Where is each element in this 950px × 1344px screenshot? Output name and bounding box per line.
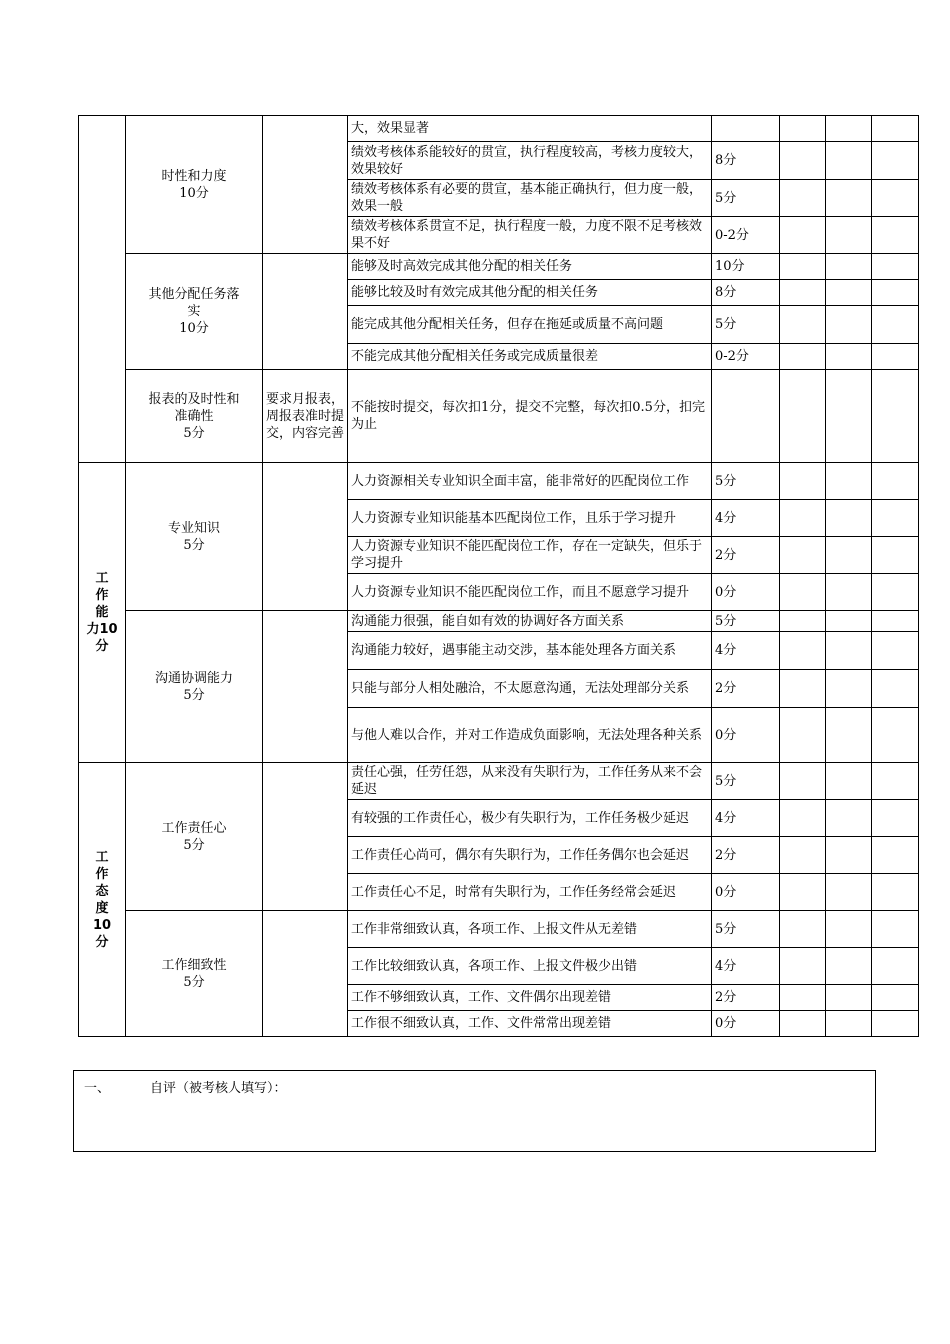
item-points: 10分 [179,321,209,336]
requirement-cell [263,763,348,911]
category-char: 能 [95,605,109,620]
score-cell[interactable] [826,837,872,874]
item-responsibility-cell [126,763,263,911]
score-cell[interactable] [826,344,872,370]
score-cell[interactable] [872,306,919,344]
score-cell[interactable] [872,911,919,948]
criterion-score: 4分 [712,948,780,985]
category-char: 态 [95,883,109,899]
score-cell[interactable] [826,463,872,500]
item-points: 5分 [183,425,205,441]
score-cell[interactable] [872,763,919,800]
score-cell[interactable] [826,611,872,632]
criterion-score [712,116,780,142]
criterion-desc: 只能与部分人相处融洽，不太愿意沟通，无法处理部分关系 [348,670,712,708]
score-cell[interactable] [780,344,826,370]
score-cell[interactable] [872,280,919,306]
item-points: 5分 [183,537,205,553]
score-cell[interactable] [780,874,826,911]
table-row [79,911,919,948]
requirement-cell [263,611,348,763]
criterion-score: 10分 [712,254,780,280]
item-points: 10分 [179,185,209,201]
criterion-desc: 能够及时高效完成其他分配的相关任务 [348,254,712,280]
criterion-score: 0分 [712,1011,780,1037]
score-cell[interactable] [826,763,872,800]
criterion-desc: 沟通能力很强，能自如有效的协调好各方面关系 [348,611,712,632]
item-name: 其他分配任务落 [148,287,240,302]
criterion-desc: 沟通能力较好，遇事能主动交涉，基本能处理各方面关系 [348,632,712,670]
score-cell[interactable] [780,1011,826,1037]
score-cell[interactable] [826,116,872,142]
criterion-score [712,370,780,463]
score-cell[interactable] [780,985,826,1011]
criterion-score: 0分 [712,708,780,763]
score-cell[interactable] [826,254,872,280]
category-char: 作 [95,588,109,603]
criterion-score: 0分 [712,574,780,611]
table-row [79,763,919,800]
item-detail-cell [126,911,263,1037]
criterion-desc: 有较强的工作责任心，极少有失职行为，工作任务极少延迟 [348,800,712,837]
criterion-desc: 工作比较细致认真，各项工作、上报文件极少出错 [348,948,712,985]
table-row [79,463,919,500]
score-cell[interactable] [780,217,826,254]
score-cell[interactable] [826,142,872,180]
criterion-desc: 人力资源专业知识不能匹配岗位工作，而且不愿意学习提升 [348,574,712,611]
score-cell[interactable] [780,280,826,306]
score-cell[interactable] [872,180,919,217]
score-cell[interactable] [872,217,919,254]
criterion-score: 5分 [712,463,780,500]
evaluation-table [78,115,919,1037]
criterion-desc: 绩效考核体系有必要的贯宣，基本能正确执行，但力度一般，效果一般 [348,180,712,217]
score-cell[interactable] [826,948,872,985]
category-char: 10 [92,917,112,933]
score-cell[interactable] [826,574,872,611]
score-cell[interactable] [780,632,826,670]
score-cell[interactable] [780,370,826,463]
score-cell[interactable] [872,254,919,280]
criterion-score: 8分 [712,280,780,306]
criterion-score: 4分 [712,500,780,537]
score-cell[interactable] [780,463,826,500]
score-cell[interactable] [826,874,872,911]
criterion-score: 0-2分 [712,344,780,370]
score-cell[interactable] [780,574,826,611]
item-name: 工作责任心 [161,820,227,836]
score-cell[interactable] [780,800,826,837]
criterion-score: 2分 [712,537,780,574]
item-report-cell [126,370,263,463]
item-name: 工作细致性 [161,957,227,973]
category-char: 工 [95,849,109,865]
score-cell[interactable] [872,537,919,574]
score-cell[interactable] [826,370,872,463]
score-cell[interactable] [826,985,872,1011]
score-cell[interactable] [780,537,826,574]
criterion-score: 5分 [712,763,780,800]
category-char: 分 [95,934,109,950]
score-cell[interactable] [826,180,872,217]
criterion-score: 4分 [712,632,780,670]
criterion-score: 5分 [712,180,780,217]
category-cell-continued [79,116,126,463]
score-cell[interactable] [826,280,872,306]
table-row [79,254,919,280]
score-cell[interactable] [872,800,919,837]
item-other-tasks-cell [126,254,263,370]
criterion-desc: 不能完成其他分配相关任务或完成质量很差 [348,344,712,370]
item-name: 专业知识 [167,520,220,536]
score-cell[interactable] [780,948,826,985]
criterion-desc: 工作责任心尚可，偶尔有失职行为，工作任务偶尔也会延迟 [348,837,712,874]
item-timeliness-cell [126,116,263,254]
criterion-desc: 人力资源专业知识能基本匹配岗位工作，且乐于学习提升 [348,500,712,537]
table-row [79,370,919,463]
score-cell[interactable] [872,500,919,537]
criterion-score: 2分 [712,837,780,874]
criterion-desc: 人力资源相关专业知识全面丰富，能非常好的匹配岗位工作 [348,463,712,500]
report-requirement: 要求月报表，周报表准时提交，内容完善 [263,370,348,463]
category-work-ability [79,463,126,763]
requirement-cell [263,116,348,254]
self-evaluation-box[interactable] [73,1070,876,1152]
score-cell[interactable] [872,708,919,763]
criterion-desc: 责任心强，任劳任怨，从来没有失职行为，工作任务从来不会延迟 [348,763,712,800]
item-communication-cell [126,611,263,763]
category-work-attitude [79,763,126,1037]
score-cell[interactable] [872,116,919,142]
score-cell[interactable] [872,574,919,611]
score-cell[interactable] [872,611,919,632]
table-row [79,116,919,142]
score-cell[interactable] [780,911,826,948]
criterion-desc: 人力资源专业知识不能匹配岗位工作，存在一定缺失，但乐于学习提升 [348,537,712,574]
item-points: 5分 [183,687,205,703]
requirement-cell [263,911,348,1037]
score-cell[interactable] [872,874,919,911]
score-cell[interactable] [872,948,919,985]
criterion-desc: 大，效果显著 [348,116,712,142]
score-cell[interactable] [872,632,919,670]
criterion-score: 4分 [712,800,780,837]
criterion-score: 0-2分 [712,217,780,254]
score-cell[interactable] [780,180,826,217]
score-cell[interactable] [780,254,826,280]
criterion-score: 0分 [712,874,780,911]
category-char: 力10 [86,622,118,637]
table-row [79,611,919,632]
item-points: 5分 [183,974,205,990]
criterion-desc: 工作很不细致认真，工作、文件常常出现差错 [348,1011,712,1037]
criterion-desc: 工作非常细致认真，各项工作、上报文件从无差错 [348,911,712,948]
criterion-desc: 工作不够细致认真，工作、文件偶尔出现差错 [348,985,712,1011]
score-cell[interactable] [826,217,872,254]
criterion-score: 5分 [712,911,780,948]
requirement-cell [263,463,348,611]
score-cell[interactable] [826,306,872,344]
criterion-score: 2分 [712,985,780,1011]
score-cell[interactable] [872,985,919,1011]
item-name: 时性和力度 [161,168,227,184]
criterion-score: 8分 [712,142,780,180]
score-cell[interactable] [780,837,826,874]
criterion-desc: 能够比较及时有效完成其他分配的相关任务 [348,280,712,306]
self-evaluation-number: 一、 [84,1081,111,1096]
category-char: 工 [95,571,109,586]
category-char: 度 [95,900,109,916]
score-cell[interactable] [872,1011,919,1037]
score-cell[interactable] [826,911,872,948]
score-cell[interactable] [826,708,872,763]
score-cell[interactable] [780,670,826,708]
item-name-cont: 准确性 [174,408,214,424]
score-cell[interactable] [780,142,826,180]
score-cell[interactable] [780,708,826,763]
criterion-desc: 绩效考核体系能较好的贯宣，执行程度较高，考核力度较大，效果较好 [348,142,712,180]
score-cell[interactable] [872,370,919,463]
score-cell[interactable] [826,800,872,837]
criterion-score: 5分 [712,306,780,344]
criterion-score: 2分 [712,670,780,708]
item-name: 沟通协调能力 [154,670,233,686]
item-name: 报表的及时性和 [148,391,240,407]
criterion-desc: 能完成其他分配相关任务，但存在拖延或质量不高问题 [348,306,712,344]
criterion-desc: 与他人难以合作，并对工作造成负面影响，无法处理各种关系 [348,708,712,763]
score-cell[interactable] [872,463,919,500]
category-char: 分 [95,639,109,654]
category-char: 作 [95,866,109,882]
requirement-cell [263,254,348,370]
criterion-score: 5分 [712,611,780,632]
criterion-desc: 绩效考核体系贯宣不足，执行程度一般，力度不限不足考核效果不好 [348,217,712,254]
score-cell[interactable] [826,500,872,537]
score-cell[interactable] [780,500,826,537]
criterion-desc: 工作责任心不足，时常有失职行为，工作任务经常会延迟 [348,874,712,911]
score-cell[interactable] [826,670,872,708]
score-cell[interactable] [872,837,919,874]
score-cell[interactable] [780,116,826,142]
score-cell[interactable] [826,632,872,670]
score-cell[interactable] [872,344,919,370]
score-cell[interactable] [872,670,919,708]
score-cell[interactable] [826,1011,872,1037]
self-evaluation-label: 自评（被考核人填写）： [150,1081,287,1096]
item-knowledge-cell [126,463,263,611]
score-cell[interactable] [872,142,919,180]
score-cell[interactable] [780,611,826,632]
score-cell[interactable] [780,306,826,344]
score-cell[interactable] [780,763,826,800]
item-name-cont: 实 [187,304,201,319]
criterion-desc: 不能按时提交，每次扣1分，提交不完整，每次扣0.5分，扣完为止 [348,370,712,463]
item-points: 5分 [183,837,205,853]
score-cell[interactable] [826,537,872,574]
